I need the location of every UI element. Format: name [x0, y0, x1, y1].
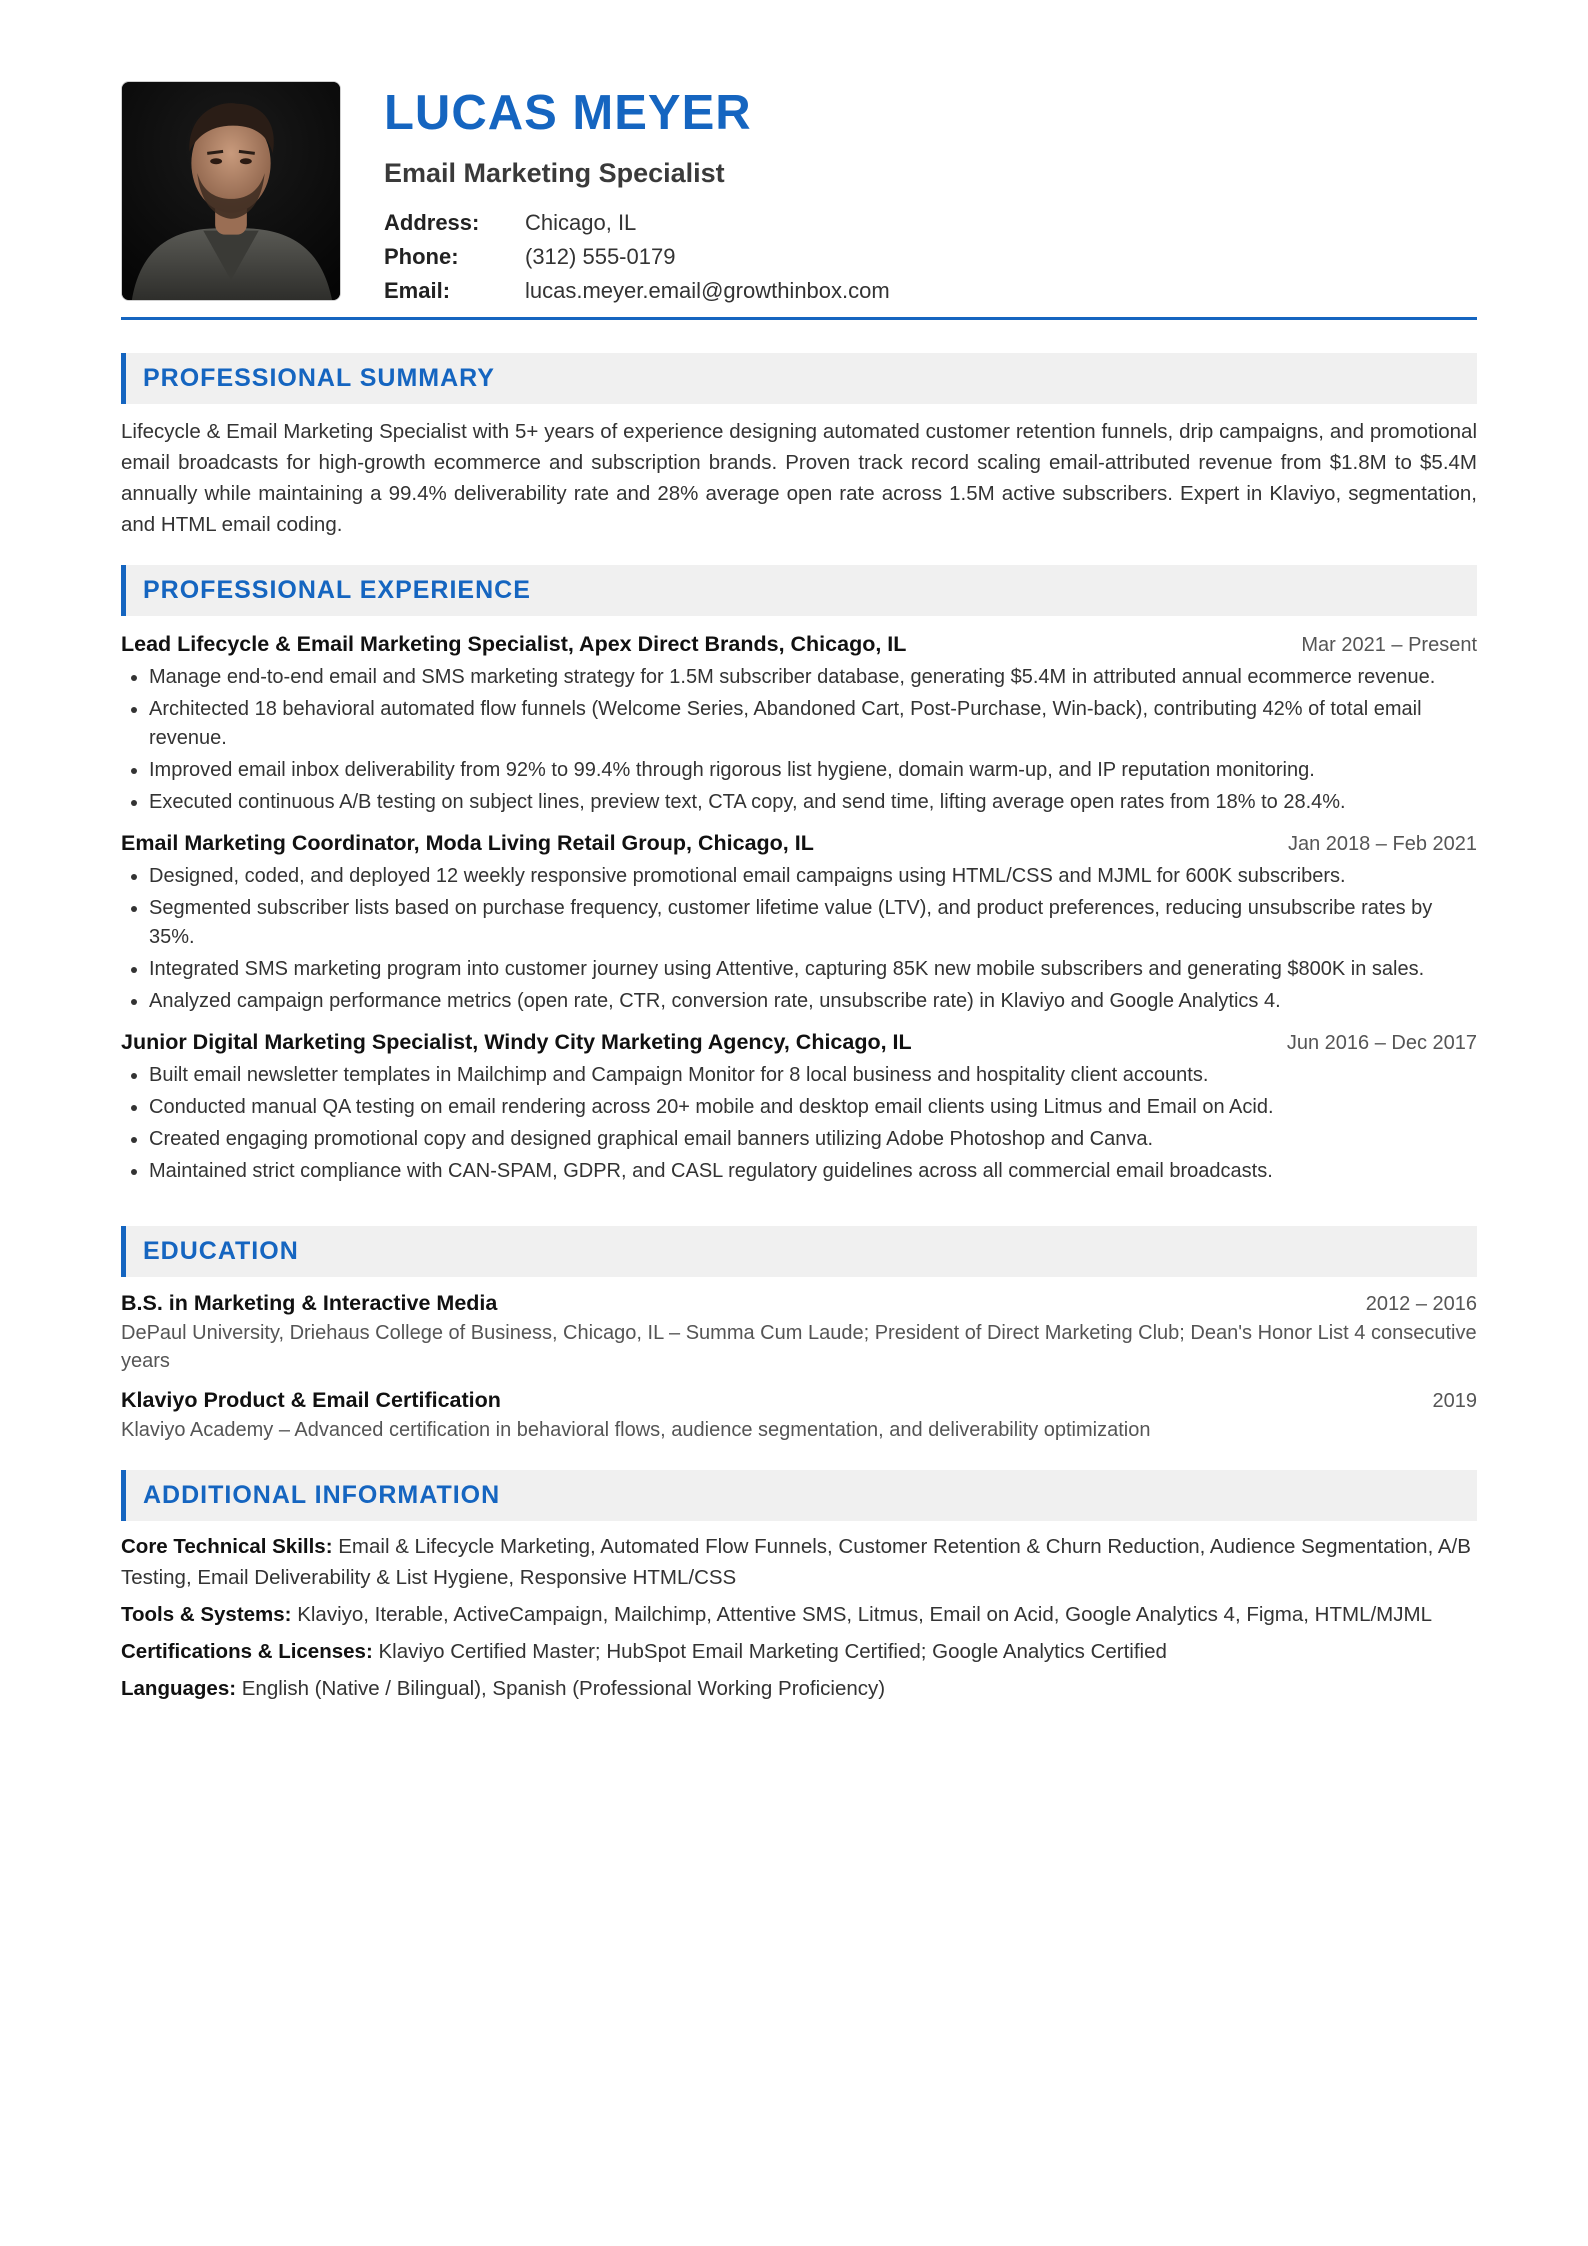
additional-label: Tools & Systems:: [121, 1603, 292, 1626]
header-divider: [121, 317, 1477, 320]
job-dates: Jun 2016 – Dec 2017: [1286, 1032, 1477, 1054]
address-value: Chicago, IL: [525, 210, 637, 235]
additional-row: [121, 1636, 1477, 1667]
job-bullets: [121, 663, 1477, 817]
experience-section-header: [121, 565, 1477, 616]
education-description: DePaul University, Driehaus College of Business, Chicago, IL – Summa Cum Laude; President of Direct Marketing Club; Dean's Honor List 4 consecutive years: [121, 1322, 1477, 1372]
additional-label: Core Technical Skills:: [121, 1535, 333, 1558]
job-bullet: • Conducted manual QA testing on email rendering across 20+ mobile and desktop email clients using Litmus and Email on Acid.: [149, 1093, 1477, 1122]
job-bullet: • Built email newsletter templates in Mailchimp and Campaign Monitor for 8 local business and hospitality client accounts.: [149, 1061, 1477, 1090]
education-entry: [121, 1388, 1477, 1444]
job-dates: Jan 2018 – Feb 2021: [1287, 833, 1477, 855]
resume-page: [121, 81, 1477, 1710]
education-heading: EDUCATION: [143, 1237, 299, 1265]
email-label: Email:: [384, 278, 451, 303]
job-title: Email Marketing Coordinator, Moda Living Retail Group, Chicago, IL: [121, 831, 814, 855]
profile-photo: [121, 81, 341, 301]
education-header: [121, 1388, 1477, 1413]
additional-value: English (Native / Bilingual), Spanish (Professional Working Proficiency): [241, 1677, 886, 1700]
summary-heading: PROFESSIONAL SUMMARY: [143, 364, 495, 392]
job-bullet: • Integrated SMS marketing program into customer journey using Attentive, capturing 85K new mobile subscribers and generating $800K in sales.: [149, 955, 1477, 984]
contact-block: [384, 206, 890, 308]
job-title: Junior Digital Marketing Specialist, Windy City Marketing Agency, Chicago, IL: [121, 1030, 912, 1054]
additional-info: [121, 1531, 1477, 1704]
education-header: [121, 1291, 1477, 1316]
job-entry: [121, 831, 1477, 1016]
education-description: Klaviyo Academy – Advanced certification in behavioral flows, audience segmentation, and deliverability optimization: [121, 1419, 1151, 1441]
job-bullet: • Maintained strict compliance with CAN-SPAM, GDPR, and CASL regulatory guidelines across all commercial email broadcasts.: [149, 1157, 1477, 1186]
job-bullets: [121, 862, 1477, 1016]
job-bullet: • Improved email inbox deliverability from 92% to 99.4% through rigorous list hygiene, domain warm-up, and IP reputation monitoring.: [149, 756, 1477, 785]
degree-title: B.S. in Marketing & Interactive Media: [121, 1291, 498, 1315]
job-header: [121, 632, 1477, 657]
contact-address: [384, 206, 890, 240]
contact-phone: [384, 240, 890, 274]
summary-text: Lifecycle & Email Marketing Specialist with 5+ years of experience designing automated customer retention funnels, drip campaigns, and promotional email broadcasts for high-growth ecommerce and subscription brands. Proven track record scaling email-attributed revenue from $1.8M to $5.4M annually while maintaining a 99.4% deliverability rate and 28% average open rate across 1.5M active subscribers. Expert in Klaviyo, segmentation, and HTML email coding.: [121, 420, 1477, 536]
job-bullet: • Executed continuous A/B testing on subject lines, preview text, CTA copy, and send time, lifting average open rates from 18% to 28.4%.: [149, 788, 1477, 817]
additional-row: [121, 1599, 1477, 1630]
certification-title: Klaviyo Product & Email Certification: [121, 1388, 501, 1412]
job-header: [121, 1030, 1477, 1055]
contact-email: [384, 274, 890, 308]
additional-row: [121, 1673, 1477, 1704]
job-bullet: • Designed, coded, and deployed 12 weekly responsive promotional email campaigns using HTML/CSS and MJML for 600K subscribers.: [149, 862, 1477, 891]
job-bullet: • Analyzed campaign performance metrics (open rate, CTR, conversion rate, unsubscribe rate) in Klaviyo and Google Analytics 4.: [149, 987, 1477, 1016]
job-title: Lead Lifecycle & Email Marketing Specialist, Apex Direct Brands, Chicago, IL: [121, 632, 907, 656]
phone-value: (312) 555-0179: [525, 244, 676, 269]
additional-value: Email & Lifecycle Marketing, Automated Flow Funnels, Customer Retention & Churn Reduction, Audience Segmentation, A/B Testing, Email Deliverability & List Hygiene, Responsive HTML/CSS: [121, 1535, 1471, 1589]
job-entry: [121, 1030, 1477, 1186]
job-bullets: [121, 1061, 1477, 1186]
job-bullet: • Architected 18 behavioral automated flow funnels (Welcome Series, Abandoned Cart, Post-Purchase, Win-back), contributing 42% of total email revenue.: [149, 695, 1477, 753]
summary-section-header: [121, 353, 1477, 404]
additional-value: Klaviyo Certified Master; HubSpot Email Marketing Certified; Google Analytics Certified: [378, 1640, 1167, 1663]
education-dates: 2012 – 2016: [1365, 1293, 1477, 1315]
additional-label: Languages:: [121, 1677, 237, 1700]
job-header: [121, 831, 1477, 856]
additional-heading: ADDITIONAL INFORMATION: [143, 1481, 501, 1509]
job-dates: Mar 2021 – Present: [1301, 634, 1477, 656]
resume-header: [121, 81, 1477, 302]
education-dates: 2019: [1432, 1390, 1477, 1412]
candidate-name: LUCAS MEYER: [384, 86, 752, 140]
phone-label: Phone:: [384, 244, 459, 269]
additional-value: Klaviyo, Iterable, ActiveCampaign, Mailchimp, Attentive SMS, Litmus, Email on Acid, Google Analytics 4, Figma, HTML/MJML: [297, 1603, 1432, 1626]
header-info: [384, 81, 890, 302]
experience-heading: PROFESSIONAL EXPERIENCE: [143, 576, 531, 604]
education-section-header: [121, 1226, 1477, 1277]
job-bullet: • Manage end-to-end email and SMS marketing strategy for 1.5M subscriber database, generating $5.4M in attributed annual ecommerce revenue.: [149, 663, 1477, 692]
email-value: lucas.meyer.email@growthinbox.com: [525, 278, 890, 303]
additional-row: [121, 1531, 1477, 1593]
additional-section-header: [121, 1470, 1477, 1521]
candidate-title: Email Marketing Specialist: [384, 158, 725, 188]
job-entry: [121, 632, 1477, 817]
education-entry: [121, 1291, 1477, 1375]
address-label: Address:: [384, 210, 480, 235]
job-bullet: • Created engaging promotional copy and designed graphical email banners utilizing Adobe Photoshop and Canva.: [149, 1125, 1477, 1154]
additional-label: Certifications & Licenses:: [121, 1640, 373, 1663]
job-bullet: • Segmented subscriber lists based on purchase frequency, customer lifetime value (LTV), and product preferences, reducing unsubscribe rates by 35%.: [149, 894, 1477, 952]
